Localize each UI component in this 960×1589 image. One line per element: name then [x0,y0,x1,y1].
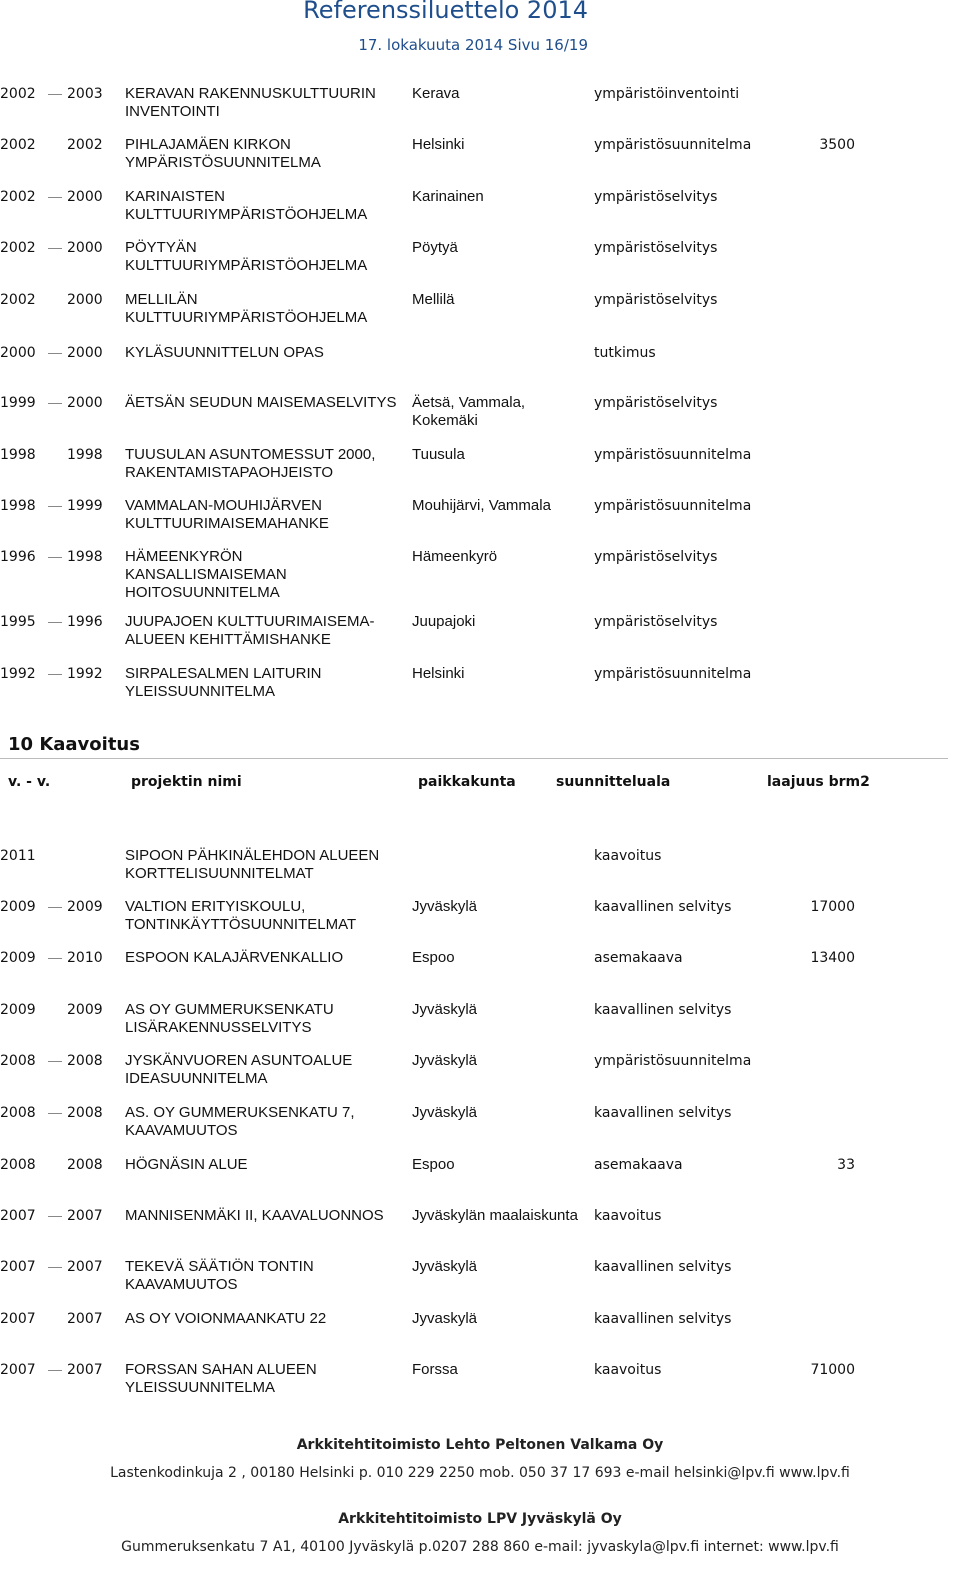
planning-area: asemakaava [594,1157,683,1173]
start-year: 1998 [0,498,36,514]
planning-area: kaavallinen selvitys [594,899,732,915]
start-year: 2007 [0,1208,36,1224]
year-range-dash [48,958,62,959]
year-range-dash [48,248,62,249]
project-place: Forssa [412,1361,458,1378]
start-year: 2008 [0,1157,36,1173]
planning-area: asemakaava [594,950,683,966]
project-name: PIHLAJAMÄEN KIRKON YMPÄRISTÖSUUNNITELMA [125,136,321,171]
year-range-dash [48,197,62,198]
project-name: TUUSULAN ASUNTOMESSUT 2000, RAKENTAMISTAPAOHJEISTO [125,446,376,481]
project-name: JYSKÄNVUOREN ASUNTOALUE IDEASUUNNITELMA [125,1052,353,1087]
end-year: 1996 [67,614,103,630]
end-year: 2008 [67,1157,103,1173]
year-range-dash [48,1216,62,1217]
year-range-dash [48,1370,62,1371]
end-year: 1992 [67,666,103,682]
column-header-area: suunnitteluala [556,774,671,790]
column-header-years: v. - v. [8,774,51,790]
start-year: 2007 [0,1311,36,1327]
end-year: 2000 [67,345,103,361]
project-place: Juupajoki [412,613,476,630]
start-year: 2002 [0,189,36,205]
project-name: HÖGNÄSIN ALUE [125,1156,248,1173]
planning-area: ympäristösuunnitelma [594,666,752,682]
planning-area: ympäristösuunnitelma [594,137,752,153]
project-name: FORSSAN SAHAN ALUEEN YLEISSUUNNITELMA [125,1361,317,1396]
project-place: Jyväskylä [412,1104,478,1121]
planning-area: kaavallinen selvitys [594,1105,732,1121]
planning-area: ympäristöselvitys [594,395,718,411]
project-name: KYLÄSUUNNITTELUN OPAS [125,344,324,361]
year-range-dash [48,1267,62,1268]
project-name: AS OY GUMMERUKSENKATU LISÄRAKENNUSSELVITYS [125,1001,334,1036]
end-year: 2000 [67,395,103,411]
year-range-dash [48,622,62,623]
project-place: Mouhijärvi, Vammala [412,497,551,514]
project-name: JUUPAJOEN KULTTUURIMAISEMA-ALUEEN KEHITTÄMISHANKE [125,613,375,648]
year-range-dash [48,674,62,675]
start-year: 2007 [0,1259,36,1275]
column-header-size: laajuus brm2 [767,774,870,790]
planning-area: kaavoitus [594,1208,662,1224]
project-place: Jyväskylä [412,1052,478,1069]
end-year: 2000 [67,240,103,256]
footer-office2-contact: Gummeruksenkatu 7 A1, 40100 Jyväskylä p.0207 288 860 e-mail: jyvaskyla@lpv.fi internet: www.lpv.fi [121,1539,839,1555]
project-name: VALTION ERITYISKOULU, TONTINKÄYTTÖSUUNNITELMAT [125,898,357,933]
planning-area: ympäristösuunnitelma [594,447,752,463]
project-name: PÖYTYÄN KULTTUURIYMPÄRISTÖOHJELMA [125,239,368,274]
end-year: 2009 [67,1002,103,1018]
column-header-place: paikkakunta [418,774,516,790]
planning-area: ympäristöselvitys [594,240,718,256]
start-year: 2009 [0,899,36,915]
project-place: Pöytyä [412,239,458,256]
year-range-dash [48,94,62,95]
project-place: Kerava [412,85,460,102]
start-year: 1999 [0,395,36,411]
planning-area: kaavoitus [594,848,662,864]
project-name: MANNISENMÄKI II, KAAVALUONNOS [125,1207,384,1224]
start-year: 2008 [0,1105,36,1121]
end-year: 2003 [67,86,103,102]
end-year: 1999 [67,498,103,514]
project-place: Tuusula [412,446,465,463]
project-place: Jyväskylän maalaiskunta [412,1207,578,1224]
planning-area: tutkimus [594,345,656,361]
project-name: KERAVAN RAKENNUSKULTTUURIN INVENTOINTI [125,85,376,120]
project-place: Jyvaskylä [412,1310,478,1327]
project-size: 3500 [819,137,855,153]
project-name: ÄETSÄN SEUDUN MAISEMASELVITYS [125,394,397,411]
project-place: Karinainen [412,188,484,205]
planning-area: ympäristöselvitys [594,549,718,565]
project-place: Helsinki [412,665,465,682]
start-year: 2007 [0,1362,36,1378]
end-year: 2010 [67,950,103,966]
end-year: 2007 [67,1362,103,1378]
project-place: Jyväskylä [412,1258,478,1275]
project-place: Mellilä [412,291,455,308]
project-name: SIRPALESALMEN LAITURIN YLEISSUUNNITELMA [125,665,322,700]
project-size: 17000 [810,899,855,915]
project-place: Äetsä, Vammala, Kokemäki [412,394,526,429]
project-name: ESPOON KALAJÄRVENKALLIO [125,949,344,966]
end-year: 2007 [67,1311,103,1327]
project-name: MELLILÄN KULTTUURIYMPÄRISTÖOHJELMA [125,291,368,326]
planning-area: kaavallinen selvitys [594,1311,732,1327]
year-range-dash [48,1061,62,1062]
project-place: Jyväskylä [412,1001,478,1018]
end-year: 2002 [67,137,103,153]
project-name: AS. OY GUMMERUKSENKATU 7, KAAVAMUUTOS [125,1104,355,1139]
year-range-dash [48,907,62,908]
start-year: 2002 [0,137,36,153]
footer-office1-name: Arkkitehtitoimisto Lehto Peltonen Valkama Oy [296,1437,664,1453]
project-name: KARINAISTEN KULTTUURIYMPÄRISTÖOHJELMA [125,188,368,223]
start-year: 2009 [0,1002,36,1018]
year-range-dash [48,403,62,404]
project-size: 33 [837,1157,855,1173]
project-size: 71000 [810,1362,855,1378]
project-name: SIPOON PÄHKINÄLEHDON ALUEEN KORTTELISUUNNITELMAT [125,847,380,882]
column-header-name: projektin nimi [131,774,242,790]
start-year: 1996 [0,549,36,565]
planning-area: kaavallinen selvitys [594,1259,732,1275]
start-year: 2008 [0,1053,36,1069]
start-year: 1998 [0,447,36,463]
document-date-page: 17. lokakuuta 2014 Sivu 16/19 [358,36,588,54]
year-range-dash [48,353,62,354]
start-year: 2002 [0,292,36,308]
end-year: 2007 [67,1208,103,1224]
planning-area: kaavoitus [594,1362,662,1378]
end-year: 2008 [67,1105,103,1121]
end-year: 1998 [67,447,103,463]
planning-area: ympäristöinventointi [594,86,740,102]
start-year: 2009 [0,950,36,966]
project-name: TEKEVÄ SÄÄTIÖN TONTIN KAAVAMUUTOS [125,1258,314,1293]
end-year: 2008 [67,1053,103,1069]
year-range-dash [48,506,62,507]
project-place: Hämeenkyrö [412,548,498,565]
planning-area: ympäristöselvitys [594,189,718,205]
planning-area: kaavallinen selvitys [594,1002,732,1018]
planning-area: ympäristöselvitys [594,614,718,630]
start-year: 2000 [0,345,36,361]
planning-area: ympäristösuunnitelma [594,498,752,514]
project-name: HÄMEENKYRÖN KANSALLISMAISEMAN HOITOSUUNNITELMA [125,548,287,601]
section-divider [0,758,948,759]
end-year: 2007 [67,1259,103,1275]
end-year: 2000 [67,292,103,308]
start-year: 2002 [0,240,36,256]
end-year: 1998 [67,549,103,565]
footer-office2-name: Arkkitehtitoimisto LPV Jyväskylä Oy [338,1511,622,1527]
section-title: 10 Kaavoitus [8,734,140,755]
start-year: 1995 [0,614,36,630]
end-year: 2009 [67,899,103,915]
project-size: 13400 [810,950,855,966]
footer-office1-contact: Lastenkodinkuja 2 , 00180 Helsinki p. 010 229 2250 mob. 050 37 17 693 e-mail helsinki@lpv.fi www.lpv.fi [110,1465,850,1481]
document-title: Referenssiluettelo 2014 [303,0,588,24]
project-name: VAMMALAN-MOUHIJÄRVEN KULTTUURIMAISEMAHANKE [125,497,329,532]
project-place: Espoo [412,1156,455,1173]
project-place: Jyväskylä [412,898,478,915]
start-year: 2002 [0,86,36,102]
year-range-dash [48,1113,62,1114]
project-place: Helsinki [412,136,465,153]
project-place: Espoo [412,949,455,966]
project-name: AS OY VOIONMAANKATU 22 [125,1310,327,1327]
start-year: 2011 [0,848,36,864]
planning-area: ympäristöselvitys [594,292,718,308]
start-year: 1992 [0,666,36,682]
end-year: 2000 [67,189,103,205]
planning-area: ympäristösuunnitelma [594,1053,752,1069]
year-range-dash [48,557,62,558]
